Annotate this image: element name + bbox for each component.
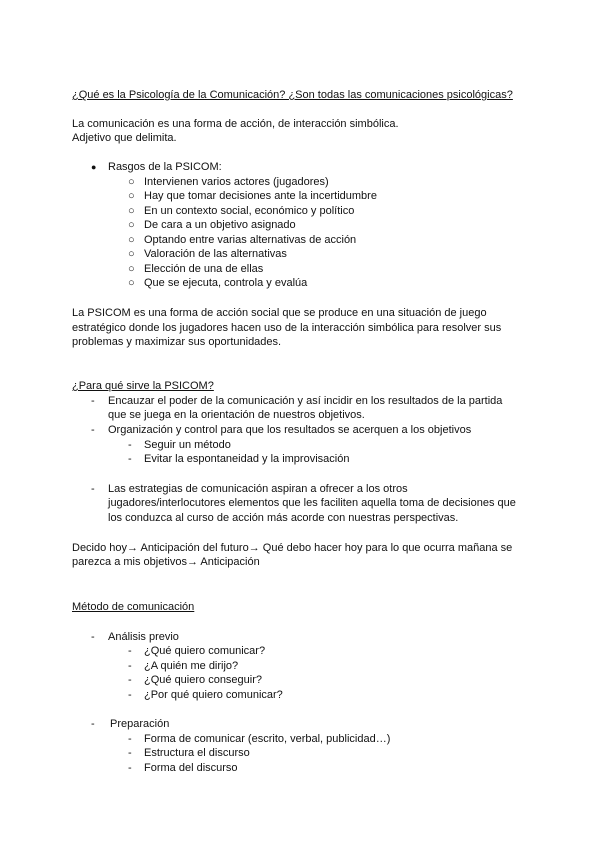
heading-para-que: ¿Para qué sirve la PSICOM? — [72, 380, 214, 392]
sub-bullet: ○ — [128, 277, 135, 289]
list-item: Valoración de las alternativas — [144, 248, 287, 260]
definition-line-3: problemas y maximizar sus oportunidades. — [72, 336, 282, 348]
list-item: Elección de una de ellas — [144, 263, 264, 275]
sub-bullet: ○ — [128, 234, 135, 246]
list-item: Hay que tomar decisiones ante la incertidumbre — [144, 190, 377, 202]
para-que-item-1-line-2: que se juega en la orientación de nuestros objetivos. — [108, 409, 365, 421]
intro-line-2: Adjetivo que delimita. — [72, 132, 177, 144]
list-item: En un contexto social, económico y político — [144, 205, 355, 217]
analisis-item: ¿Qué quiero conseguir? — [144, 674, 263, 686]
para-que-item-3-line-1: Las estrategias de comunicación aspiran a ofrecer a los otros — [108, 483, 408, 495]
list-item: Que se ejecuta, controla y evalúa — [144, 277, 308, 289]
dash: - — [128, 689, 132, 701]
list-item: Intervienen varios actores (jugadores) — [144, 176, 329, 188]
analisis-item: ¿Qué quiero comunicar? — [144, 645, 266, 657]
dash: - — [128, 674, 132, 686]
preparacion: Preparación — [110, 718, 170, 730]
heading-que-es: ¿Qué es la Psicología de la Comunicación? ¿Son todas las comunicaciones psicológicas? — [72, 89, 513, 101]
decido-line-2: parezca a mis objetivos→ Anticipación — [72, 556, 260, 568]
analisis-item: ¿Por qué quiero comunicar? — [144, 689, 283, 701]
analisis-previo: Análisis previo — [108, 631, 179, 643]
analisis-item: ¿A quién me dirijo? — [144, 660, 239, 672]
sub-bullet: ○ — [128, 176, 135, 188]
intro-line-1: La comunicación es una forma de acción, de interacción simbólica. — [72, 118, 399, 130]
para-que-item-3-line-3: los conduzca al curso de acción más acorde con nuestras perspectivas. — [108, 512, 459, 524]
dash: - — [128, 439, 132, 451]
dash: - — [128, 762, 132, 774]
dash: - — [128, 660, 132, 672]
dash: - — [91, 395, 95, 407]
para-que-item-3-line-2: jugadores/interlocutores elementos que les faciliten aquella toma de decisiones que — [108, 497, 516, 509]
list-item: De cara a un objetivo asignado — [144, 219, 296, 231]
dash: - — [91, 483, 95, 495]
para-que-item-1-line-1: Encauzar el poder de la comunicación y así incidir en los resultados de la partida — [108, 395, 503, 407]
para-que-sub-2: Evitar la espontaneidad y la improvisación — [144, 453, 350, 465]
heading-metodo: Método de comunicación — [72, 601, 195, 613]
dash: - — [91, 424, 95, 436]
decido-line-1: Decido hoy→ Anticipación del futuro→ Qué debo hacer hoy para lo que ocurra mañana se — [72, 542, 513, 554]
para-que-sub-1: Seguir un método — [144, 439, 231, 451]
definition-line-1: La PSICOM es una forma de acción social que se produce en una situación de juego — [72, 307, 487, 319]
list-item: Optando entre varias alternativas de acción — [144, 234, 357, 246]
dash: - — [91, 718, 95, 730]
sub-bullet: ○ — [128, 190, 135, 202]
bullet-dot: ● — [91, 162, 97, 172]
sub-bullet: ○ — [128, 263, 135, 275]
rasgos-title: Rasgos de la PSICOM: — [108, 161, 222, 173]
sub-bullet: ○ — [128, 248, 135, 260]
sub-bullet: ○ — [128, 219, 135, 231]
dash: - — [128, 645, 132, 657]
para-que-item-2: Organización y control para que los resultados se acerquen a los objetivos — [108, 424, 472, 436]
preparacion-item: Forma de comunicar (escrito, verbal, publicidad…) — [144, 733, 391, 745]
sub-bullet: ○ — [128, 205, 135, 217]
definition-line-2: estratégico donde los jugadores hacen uso de la interacción simbólica para resolver sus — [72, 322, 502, 334]
preparacion-item: Estructura el discurso — [144, 747, 250, 759]
dash: - — [128, 747, 132, 759]
dash: - — [128, 733, 132, 745]
dash: - — [128, 453, 132, 465]
dash: - — [91, 631, 95, 643]
preparacion-item: Forma del discurso — [144, 762, 238, 774]
